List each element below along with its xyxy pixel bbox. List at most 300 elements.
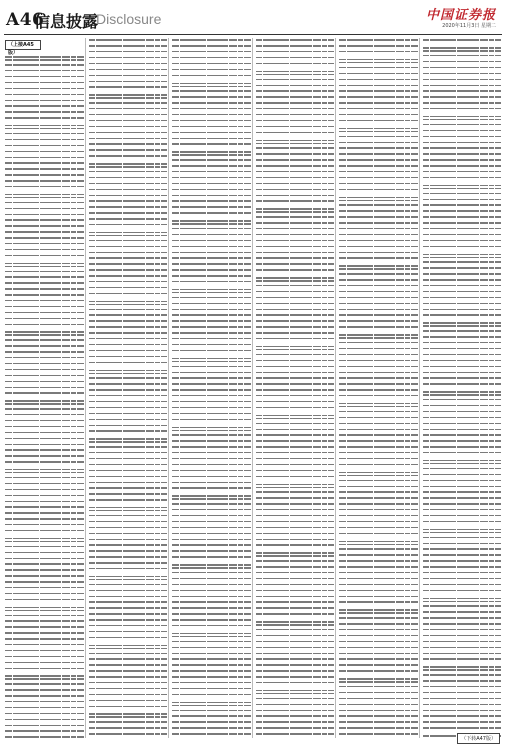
table-row [339, 502, 418, 506]
table-row [5, 385, 84, 389]
table-row [172, 492, 251, 500]
table-row [339, 531, 418, 535]
table-row [172, 531, 251, 535]
table-row [5, 655, 84, 659]
table-row [423, 535, 502, 539]
table-row [172, 364, 251, 368]
table-row [423, 227, 502, 231]
table-row [256, 496, 335, 500]
table-row [172, 543, 251, 547]
table-row [89, 498, 168, 502]
table-row [89, 250, 168, 254]
table-row [89, 445, 168, 449]
table-row [256, 588, 335, 592]
table-row [339, 640, 418, 644]
table-row [339, 215, 418, 219]
table-row [256, 119, 335, 123]
table-row [423, 376, 502, 380]
table-row [423, 616, 502, 620]
table-row [339, 140, 418, 144]
table-row [89, 698, 168, 702]
table-row [256, 221, 335, 225]
page-header [0, 0, 506, 34]
table-row [256, 640, 335, 644]
table-row [256, 565, 335, 569]
table-row [172, 457, 251, 461]
table-row [172, 514, 251, 518]
table-row [172, 708, 251, 712]
table-row [423, 388, 502, 396]
table-row [423, 301, 502, 305]
table-row [89, 388, 168, 392]
table-row [256, 720, 335, 724]
table-row [172, 651, 251, 655]
table-row [5, 212, 84, 216]
table-row [339, 170, 418, 174]
table-row [5, 660, 84, 664]
table-row [5, 287, 84, 291]
table-row [89, 343, 168, 347]
table-row [339, 669, 418, 673]
table-row [89, 297, 168, 305]
table-row [256, 531, 335, 535]
table-row [5, 322, 84, 326]
table-row [256, 56, 335, 60]
table-row [172, 681, 251, 685]
table-row [5, 132, 84, 136]
table-row [339, 421, 418, 425]
table-row [5, 368, 84, 372]
table-row [423, 197, 502, 201]
table-row [423, 364, 502, 368]
table-row [339, 463, 418, 467]
table-row [5, 191, 84, 199]
table-row [89, 732, 168, 736]
table-row [256, 559, 335, 563]
table-row [89, 85, 168, 89]
table-row [423, 439, 502, 443]
table-row [423, 628, 502, 632]
table-row [339, 382, 418, 386]
table-row [256, 594, 335, 598]
table-row [5, 305, 84, 309]
table-row [172, 73, 251, 77]
table-row [256, 514, 335, 518]
table-row [256, 490, 335, 494]
table-row [423, 341, 502, 345]
table-row [423, 278, 502, 282]
table-row [423, 685, 502, 689]
table-row [256, 44, 335, 48]
text-column [338, 38, 420, 738]
table-row [5, 586, 84, 590]
table-row [256, 657, 335, 661]
table-row [339, 508, 418, 512]
table-row [89, 130, 168, 134]
table-row [256, 708, 335, 712]
table-row [5, 344, 84, 348]
table-row [89, 641, 168, 649]
table-row [256, 508, 335, 512]
table-row [172, 406, 251, 410]
table-row [5, 700, 84, 704]
table-row [339, 134, 418, 138]
table-row [256, 480, 335, 488]
table-row [256, 170, 335, 174]
table-row [172, 698, 251, 706]
table-row [89, 50, 168, 54]
table-row [339, 628, 418, 632]
table-row [423, 457, 502, 465]
table-row [89, 457, 168, 461]
table-row [89, 376, 168, 380]
table-row [89, 710, 168, 718]
table-row [89, 704, 168, 708]
table-row [423, 433, 502, 437]
table-row [5, 735, 84, 738]
table-row [339, 307, 418, 311]
table-row [89, 160, 168, 168]
table-row [172, 67, 251, 71]
table-row [89, 91, 168, 99]
table-row [423, 38, 502, 42]
table-row [339, 571, 418, 575]
table-row [423, 445, 502, 449]
table-row [5, 81, 84, 85]
table-row [339, 262, 418, 270]
table-row [339, 164, 418, 168]
table-row [256, 358, 335, 362]
table-row [172, 217, 251, 225]
table-row [423, 553, 502, 557]
table-row [423, 520, 502, 524]
column-subhead: （上接A45版） [5, 40, 41, 50]
table-row [423, 404, 502, 408]
table-row [5, 499, 84, 503]
table-row [423, 266, 502, 270]
table-row [423, 588, 502, 592]
table-row [256, 612, 335, 616]
table-row [256, 244, 335, 248]
table-row [89, 411, 168, 415]
table-row [89, 624, 168, 628]
table-row [423, 353, 502, 357]
table-row [423, 702, 502, 706]
table-row [172, 624, 251, 628]
table-row [89, 366, 168, 374]
table-row [423, 146, 502, 150]
table-row [256, 582, 335, 586]
table-row [172, 486, 251, 490]
table-row [256, 67, 335, 75]
table-row [339, 50, 418, 54]
table-row [256, 152, 335, 156]
table-row [256, 331, 335, 335]
table-row [89, 468, 168, 472]
table-row [423, 44, 502, 52]
table-row [172, 199, 251, 203]
table-row [172, 439, 251, 443]
table-row [339, 433, 418, 437]
table-row [339, 600, 418, 604]
table-row [5, 419, 84, 423]
table-row [172, 107, 251, 111]
table-row [423, 54, 502, 58]
table-row [256, 250, 335, 254]
table-row [5, 185, 84, 189]
table-row [89, 606, 168, 610]
table-row [5, 631, 84, 635]
table-row [89, 56, 168, 60]
table-row [5, 116, 84, 120]
table-row [5, 643, 84, 647]
table-row [89, 567, 168, 571]
table-row [339, 239, 418, 243]
table-row [89, 582, 168, 586]
table-row [339, 484, 418, 488]
table-row [89, 62, 168, 66]
table-row [423, 77, 502, 81]
table-row [256, 702, 335, 706]
table-row [5, 672, 84, 680]
table-row [423, 514, 502, 518]
table-row [89, 354, 168, 358]
table-row [256, 205, 335, 213]
table-row [256, 187, 335, 191]
table-row [5, 712, 84, 716]
table-row [172, 244, 251, 248]
table-row [172, 101, 251, 105]
table-row [89, 274, 168, 278]
table-row [89, 193, 168, 197]
table-row [256, 199, 335, 203]
table-row [89, 256, 168, 260]
table-row [5, 556, 84, 560]
table-row [423, 233, 502, 237]
table-row [172, 79, 251, 87]
table-row [339, 89, 418, 93]
table-row [172, 606, 251, 610]
table-row [172, 693, 251, 697]
table-row [256, 651, 335, 655]
table-row [5, 694, 84, 698]
table-row [172, 618, 251, 622]
table-row [172, 95, 251, 99]
table-row [172, 582, 251, 586]
table-row [172, 577, 251, 581]
table-row [423, 284, 502, 288]
table-row [89, 693, 168, 697]
table-row [339, 657, 418, 661]
table-row [256, 227, 335, 231]
table-row [256, 394, 335, 398]
table-row [5, 110, 84, 114]
table-row [423, 181, 502, 189]
table-row [172, 630, 251, 638]
table-row [256, 549, 335, 557]
table-row [172, 433, 251, 437]
table-row [5, 597, 84, 601]
table-row [5, 138, 84, 142]
table-row [339, 415, 418, 419]
table-row [339, 732, 418, 736]
table-row [172, 400, 251, 404]
table-row [256, 427, 335, 431]
table-row [5, 407, 84, 411]
table-row [339, 547, 418, 551]
table-row [89, 262, 168, 266]
table-row [256, 215, 335, 219]
table-row [5, 723, 84, 727]
table-row [172, 181, 251, 185]
table-row [5, 544, 84, 548]
table-row [89, 244, 168, 248]
table-row [423, 484, 502, 488]
table-row [5, 362, 84, 366]
table-row [89, 124, 168, 128]
table-row [423, 663, 502, 671]
table-row [5, 603, 84, 611]
table-row [339, 685, 418, 689]
table-row [339, 176, 418, 180]
table-row [423, 559, 502, 563]
table-row [89, 663, 168, 667]
table-row [423, 726, 502, 730]
table-row [5, 143, 84, 147]
table-row [423, 272, 502, 276]
table-row [172, 89, 251, 93]
table-row [423, 645, 502, 649]
table-row [339, 364, 418, 368]
table-row [5, 122, 84, 130]
table-row [172, 687, 251, 691]
table-row [339, 537, 418, 545]
table-row [172, 354, 251, 362]
table-row [339, 301, 418, 305]
table-row [256, 239, 335, 243]
table-row [339, 645, 418, 649]
table-row [256, 113, 335, 117]
table-row [172, 187, 251, 191]
table-row [256, 663, 335, 667]
table-row [339, 451, 418, 455]
table-row [256, 301, 335, 305]
table-row [172, 262, 251, 266]
table-row [5, 625, 84, 629]
table-row [5, 206, 84, 210]
table-row [5, 242, 84, 246]
table-row [172, 537, 251, 541]
table-row [256, 284, 335, 288]
table-row [172, 423, 251, 431]
table-row [89, 176, 168, 180]
table-row [256, 38, 335, 42]
table-row [89, 492, 168, 496]
table-row [5, 391, 84, 395]
table-row [423, 244, 502, 248]
table-row [172, 176, 251, 180]
table-row [89, 107, 168, 111]
table-row [89, 313, 168, 317]
table-row [5, 592, 84, 596]
dateline: 2020年11月3日 星期二 [442, 23, 496, 29]
table-row [339, 468, 418, 476]
table-row [172, 343, 251, 347]
table-row [339, 313, 418, 317]
table-row [256, 50, 335, 54]
table-row [256, 124, 335, 128]
table-row [172, 164, 251, 168]
table-row [256, 290, 335, 294]
table-row [423, 158, 502, 162]
table-row [172, 193, 251, 197]
table-row [423, 329, 502, 333]
table-row [339, 284, 418, 288]
table-row [5, 98, 84, 102]
table-row [89, 223, 168, 227]
table-row [339, 77, 418, 81]
table-row [423, 651, 502, 655]
table-row [172, 239, 251, 243]
table-row [89, 543, 168, 547]
table-row [5, 254, 84, 258]
table-row [339, 720, 418, 724]
table-row [256, 233, 335, 237]
table-row [5, 350, 84, 354]
disclosure-columns [4, 38, 502, 738]
table-row [5, 729, 84, 733]
table-row [339, 606, 418, 614]
table-row [5, 69, 84, 73]
table-row [172, 645, 251, 649]
table-row [423, 427, 502, 431]
table-row [339, 341, 418, 345]
section-title-en: Disclosure [96, 11, 162, 27]
table-row [172, 142, 251, 146]
table-row [256, 256, 335, 260]
table-row [89, 217, 168, 221]
table-row [172, 612, 251, 616]
table-row [5, 425, 84, 429]
table-row [339, 496, 418, 500]
table-row [256, 571, 335, 575]
table-row [89, 669, 168, 673]
table-row [423, 335, 502, 339]
table-row [89, 451, 168, 455]
table-row [423, 239, 502, 243]
table-row [172, 732, 251, 736]
table-row [256, 537, 335, 541]
table-row [256, 370, 335, 374]
table-row [89, 594, 168, 598]
table-row [172, 388, 251, 392]
table-row [89, 573, 168, 581]
table-row [89, 205, 168, 209]
table-row [89, 486, 168, 490]
table-row [89, 394, 168, 398]
table-row [339, 376, 418, 380]
table-row [89, 636, 168, 640]
text-column [4, 38, 86, 738]
table-row [5, 619, 84, 623]
table-row [339, 272, 418, 276]
table-row [339, 113, 418, 117]
table-row [256, 382, 335, 386]
table-row [423, 60, 502, 64]
table-row [256, 83, 335, 87]
table-row [423, 296, 502, 300]
table-row [423, 71, 502, 75]
